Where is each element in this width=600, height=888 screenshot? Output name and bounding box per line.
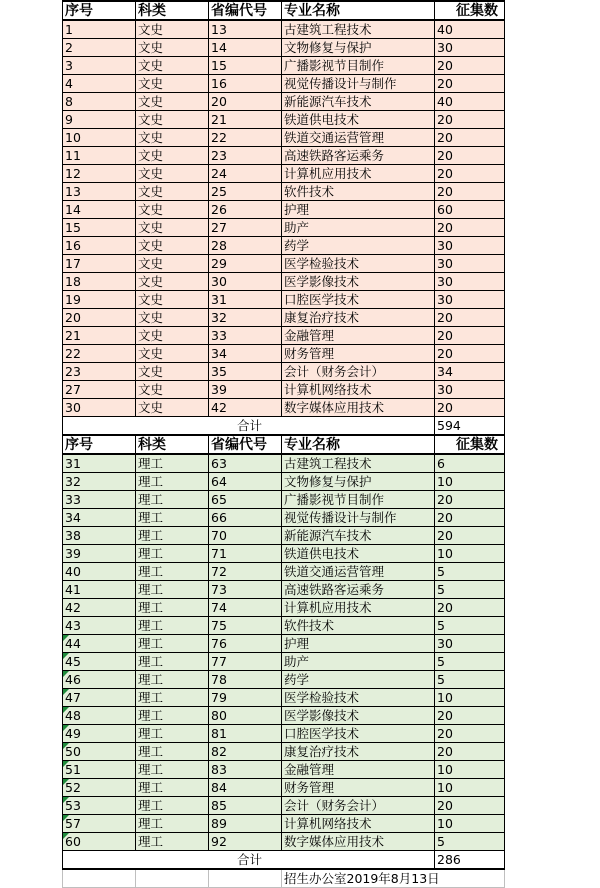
cell-category[interactable]: 文史	[136, 75, 209, 93]
cell-major[interactable]: 计算机网络技术	[282, 381, 435, 399]
cell-category[interactable]: 文史	[136, 20, 209, 39]
cell-major[interactable]: 计算机应用技术	[282, 165, 435, 183]
table-row	[63, 599, 505, 617]
cell-code[interactable]: 66	[209, 509, 282, 527]
cell-quota[interactable]: 20	[435, 57, 505, 75]
cell-seq[interactable]: 40	[63, 563, 136, 581]
cell-code[interactable]: 35	[209, 363, 282, 381]
cell-major[interactable]: 古建筑工程技术	[282, 454, 435, 473]
cell-quota[interactable]: 20	[435, 399, 505, 417]
cell-major[interactable]: 康复治疗技术	[282, 743, 435, 761]
cell-code[interactable]: 73	[209, 581, 282, 599]
cell-code[interactable]: 14	[209, 39, 282, 57]
table-row	[63, 20, 505, 39]
cell-code[interactable]: 65	[209, 491, 282, 509]
arts-header-row	[63, 1, 505, 20]
cell-major[interactable]: 口腔医学技术	[282, 725, 435, 743]
table-row	[63, 399, 505, 417]
cell-seq[interactable]: 4	[63, 75, 136, 93]
cell-category[interactable]: 理工	[136, 491, 209, 509]
table-row	[63, 563, 505, 581]
table-row	[63, 491, 505, 509]
cell-code[interactable]: 29	[209, 255, 282, 273]
cell-category[interactable]: 文史	[136, 237, 209, 255]
cell-code[interactable]: 23	[209, 147, 282, 165]
table-row	[63, 581, 505, 599]
cell-major[interactable]: 财务管理	[282, 779, 435, 797]
cell-major[interactable]: 数字媒体应用技术	[282, 833, 435, 851]
cell-category[interactable]: 文史	[136, 183, 209, 201]
footer-empty-cell[interactable]	[209, 869, 282, 888]
table-row	[63, 797, 505, 815]
cell-code[interactable]: 34	[209, 345, 282, 363]
cell-quota[interactable]: 20	[435, 147, 505, 165]
cell-seq[interactable]: 41	[63, 581, 136, 599]
table-row	[63, 779, 505, 797]
table-row	[63, 309, 505, 327]
cell-category[interactable]: 理工	[136, 635, 209, 653]
cell-code[interactable]: 92	[209, 833, 282, 851]
cell-code[interactable]: 24	[209, 165, 282, 183]
cell-seq[interactable]: 51	[63, 761, 136, 779]
cell-code[interactable]: 81	[209, 725, 282, 743]
sci-header-row	[63, 435, 505, 454]
cell-quota[interactable]: 5	[435, 563, 505, 581]
cell-seq[interactable]: 43	[63, 617, 136, 635]
cell-code[interactable]: 76	[209, 635, 282, 653]
cell-seq[interactable]: 15	[63, 219, 136, 237]
cell-code[interactable]: 72	[209, 563, 282, 581]
cell-category[interactable]: 文史	[136, 201, 209, 219]
cell-major[interactable]: 铁道交通运营管理	[282, 129, 435, 147]
cell-category[interactable]: 理工	[136, 454, 209, 473]
cell-category[interactable]: 文史	[136, 273, 209, 291]
cell-major[interactable]: 助产	[282, 219, 435, 237]
arts-total-value[interactable]: 594	[435, 417, 505, 436]
cell-major[interactable]: 广播影视节目制作	[282, 491, 435, 509]
sci-total-value[interactable]: 286	[435, 851, 505, 870]
cell-category[interactable]: 文史	[136, 309, 209, 327]
cell-major[interactable]: 文物修复与保护	[282, 39, 435, 57]
table-row	[63, 509, 505, 527]
cell-major[interactable]: 财务管理	[282, 345, 435, 363]
arts-section	[63, 1, 505, 417]
table-row	[63, 689, 505, 707]
table-row	[63, 201, 505, 219]
cell-category[interactable]: 理工	[136, 527, 209, 545]
cell-seq[interactable]: 49	[63, 725, 136, 743]
sci-total-row	[63, 851, 505, 870]
cell-quota[interactable]: 20	[435, 527, 505, 545]
cell-category[interactable]: 理工	[136, 743, 209, 761]
cell-major[interactable]: 计算机应用技术	[282, 599, 435, 617]
cell-major[interactable]: 数字媒体应用技术	[282, 399, 435, 417]
cell-category[interactable]: 理工	[136, 779, 209, 797]
cell-quota[interactable]: 10	[435, 815, 505, 833]
cell-code[interactable]: 89	[209, 815, 282, 833]
cell-quota[interactable]: 30	[435, 39, 505, 57]
cell-code[interactable]: 85	[209, 797, 282, 815]
table-row	[63, 815, 505, 833]
cell-category[interactable]: 文史	[136, 219, 209, 237]
cell-quota[interactable]: 5	[435, 617, 505, 635]
cell-major[interactable]: 医学检验技术	[282, 255, 435, 273]
cell-seq[interactable]: 42	[63, 599, 136, 617]
cell-code[interactable]: 30	[209, 273, 282, 291]
cell-quota[interactable]: 10	[435, 473, 505, 491]
cell-seq[interactable]: 12	[63, 165, 136, 183]
cell-code[interactable]: 33	[209, 327, 282, 345]
cell-quota[interactable]: 20	[435, 111, 505, 129]
cell-category[interactable]: 理工	[136, 545, 209, 563]
cell-major[interactable]: 软件技术	[282, 617, 435, 635]
cell-code[interactable]: 39	[209, 381, 282, 399]
table-row	[63, 381, 505, 399]
cell-code[interactable]: 74	[209, 599, 282, 617]
footer-office-date[interactable]: 招生办公室2019年8月13日	[282, 869, 505, 888]
header-seq[interactable]: 序号	[63, 435, 136, 454]
cell-category[interactable]: 文史	[136, 363, 209, 381]
cell-category[interactable]: 理工	[136, 581, 209, 599]
cell-category[interactable]: 理工	[136, 815, 209, 833]
enrollment-spreadsheet	[62, 0, 505, 888]
table-row	[63, 363, 505, 381]
cell-quota[interactable]: 20	[435, 129, 505, 147]
cell-seq[interactable]: 45	[63, 653, 136, 671]
cell-seq[interactable]: 10	[63, 129, 136, 147]
cell-seq[interactable]: 16	[63, 237, 136, 255]
cell-major[interactable]: 铁道交通运营管理	[282, 563, 435, 581]
cell-code[interactable]: 32	[209, 309, 282, 327]
cell-code[interactable]: 26	[209, 201, 282, 219]
cell-quota[interactable]: 20	[435, 327, 505, 345]
cell-category[interactable]: 理工	[136, 689, 209, 707]
cell-category[interactable]: 文史	[136, 57, 209, 75]
cell-major[interactable]: 会计（财务会计）	[282, 363, 435, 381]
table-row	[63, 129, 505, 147]
cell-seq[interactable]: 17	[63, 255, 136, 273]
sci-total-label[interactable]: 合计	[63, 851, 435, 870]
cell-code[interactable]: 82	[209, 743, 282, 761]
cell-code[interactable]: 63	[209, 454, 282, 473]
cell-major[interactable]: 护理	[282, 635, 435, 653]
cell-seq[interactable]: 31	[63, 454, 136, 473]
cell-code[interactable]: 79	[209, 689, 282, 707]
cell-quota[interactable]: 20	[435, 743, 505, 761]
arts-total-label[interactable]: 合计	[63, 417, 435, 436]
cell-seq[interactable]: 3	[63, 57, 136, 75]
cell-major[interactable]: 新能源汽车技术	[282, 93, 435, 111]
cell-code[interactable]: 75	[209, 617, 282, 635]
cell-major[interactable]: 金融管理	[282, 327, 435, 345]
table-row	[63, 165, 505, 183]
cell-category[interactable]: 理工	[136, 617, 209, 635]
table-row	[63, 545, 505, 563]
header-code[interactable]: 省编代号	[209, 1, 282, 20]
cell-category[interactable]: 文史	[136, 165, 209, 183]
cell-quota[interactable]: 20	[435, 345, 505, 363]
cell-category[interactable]: 文史	[136, 129, 209, 147]
cell-major[interactable]: 古建筑工程技术	[282, 20, 435, 39]
cell-quota[interactable]: 30	[435, 237, 505, 255]
cell-code[interactable]: 84	[209, 779, 282, 797]
cell-seq[interactable]: 20	[63, 309, 136, 327]
cell-code[interactable]: 80	[209, 707, 282, 725]
cell-category[interactable]: 理工	[136, 761, 209, 779]
table-row	[63, 761, 505, 779]
header-code[interactable]: 省编代号	[209, 435, 282, 454]
cell-code[interactable]: 22	[209, 129, 282, 147]
cell-category[interactable]: 理工	[136, 509, 209, 527]
cell-quota[interactable]: 20	[435, 165, 505, 183]
cell-seq[interactable]: 27	[63, 381, 136, 399]
cell-code[interactable]: 21	[209, 111, 282, 129]
cell-major[interactable]: 软件技术	[282, 183, 435, 201]
cell-seq[interactable]: 48	[63, 707, 136, 725]
cell-quota[interactable]: 30	[435, 255, 505, 273]
table-row	[63, 473, 505, 491]
table-row	[63, 617, 505, 635]
cell-code[interactable]: 31	[209, 291, 282, 309]
cell-major[interactable]: 医学影像技术	[282, 273, 435, 291]
cell-quota[interactable]: 60	[435, 201, 505, 219]
table-row	[63, 147, 505, 165]
cell-seq[interactable]: 2	[63, 39, 136, 57]
cell-quota[interactable]: 5	[435, 581, 505, 599]
cell-category[interactable]: 理工	[136, 671, 209, 689]
cell-category[interactable]: 文史	[136, 345, 209, 363]
cell-category[interactable]: 理工	[136, 653, 209, 671]
cell-code[interactable]: 71	[209, 545, 282, 563]
header-major[interactable]: 专业名称	[282, 1, 435, 20]
table-row	[63, 75, 505, 93]
cell-seq[interactable]: 13	[63, 183, 136, 201]
cell-major[interactable]: 药学	[282, 237, 435, 255]
cell-seq[interactable]: 38	[63, 527, 136, 545]
cell-code[interactable]: 42	[209, 399, 282, 417]
cell-major[interactable]: 口腔医学技术	[282, 291, 435, 309]
table-row	[63, 653, 505, 671]
cell-code[interactable]: 16	[209, 75, 282, 93]
cell-major[interactable]: 高速铁路客运乘务	[282, 581, 435, 599]
cell-code[interactable]: 77	[209, 653, 282, 671]
cell-code[interactable]: 70	[209, 527, 282, 545]
cell-quota[interactable]: 20	[435, 75, 505, 93]
cell-seq[interactable]: 1	[63, 20, 136, 39]
cell-code[interactable]: 83	[209, 761, 282, 779]
cell-major[interactable]: 助产	[282, 653, 435, 671]
cell-seq[interactable]: 21	[63, 327, 136, 345]
table-row	[63, 345, 505, 363]
table-row	[63, 273, 505, 291]
cell-seq[interactable]: 50	[63, 743, 136, 761]
cell-category[interactable]: 理工	[136, 707, 209, 725]
cell-major[interactable]: 文物修复与保护	[282, 473, 435, 491]
cell-quota[interactable]: 5	[435, 653, 505, 671]
cell-major[interactable]: 铁道供电技术	[282, 111, 435, 129]
cell-quota[interactable]: 30	[435, 381, 505, 399]
table-row	[63, 743, 505, 761]
sci-total-section	[63, 851, 505, 870]
cell-code[interactable]: 78	[209, 671, 282, 689]
cell-major[interactable]: 护理	[282, 201, 435, 219]
cell-major[interactable]: 高速铁路客运乘务	[282, 147, 435, 165]
cell-seq[interactable]: 44	[63, 635, 136, 653]
cell-major[interactable]: 金融管理	[282, 761, 435, 779]
footer-row	[63, 869, 505, 888]
cell-category[interactable]: 理工	[136, 833, 209, 851]
cell-seq[interactable]: 8	[63, 93, 136, 111]
cell-category[interactable]: 文史	[136, 111, 209, 129]
table-row	[63, 183, 505, 201]
cell-quota[interactable]: 40	[435, 93, 505, 111]
cell-seq[interactable]: 32	[63, 473, 136, 491]
cell-major[interactable]: 康复治疗技术	[282, 309, 435, 327]
cell-code[interactable]: 13	[209, 20, 282, 39]
cell-quota[interactable]: 10	[435, 761, 505, 779]
cell-quota[interactable]: 30	[435, 635, 505, 653]
cell-major[interactable]: 医学检验技术	[282, 689, 435, 707]
cell-category[interactable]: 文史	[136, 381, 209, 399]
cell-seq[interactable]: 11	[63, 147, 136, 165]
table-row	[63, 707, 505, 725]
cell-category[interactable]: 理工	[136, 473, 209, 491]
cell-category[interactable]: 文史	[136, 399, 209, 417]
cell-major[interactable]: 广播影视节目制作	[282, 57, 435, 75]
cell-seq[interactable]: 19	[63, 291, 136, 309]
cell-seq[interactable]: 18	[63, 273, 136, 291]
cell-code[interactable]: 27	[209, 219, 282, 237]
table-row	[63, 527, 505, 545]
cell-major[interactable]: 医学影像技术	[282, 707, 435, 725]
table-row	[63, 255, 505, 273]
cell-quota[interactable]: 30	[435, 291, 505, 309]
sci-section	[63, 435, 505, 851]
cell-seq[interactable]: 57	[63, 815, 136, 833]
cell-quota[interactable]: 20	[435, 509, 505, 527]
header-category[interactable]: 科类	[136, 435, 209, 454]
arts-total-row	[63, 417, 505, 436]
cell-quota[interactable]: 20	[435, 599, 505, 617]
cell-quota[interactable]: 5	[435, 833, 505, 851]
cell-major[interactable]: 铁道供电技术	[282, 545, 435, 563]
table-row	[63, 671, 505, 689]
cell-quota[interactable]: 20	[435, 309, 505, 327]
cell-quota[interactable]: 40	[435, 20, 505, 39]
table-row	[63, 39, 505, 57]
table-row	[63, 725, 505, 743]
cell-seq[interactable]: 22	[63, 345, 136, 363]
cell-seq[interactable]: 53	[63, 797, 136, 815]
cell-code[interactable]: 25	[209, 183, 282, 201]
table-row	[63, 93, 505, 111]
cell-quota[interactable]: 20	[435, 183, 505, 201]
cell-major[interactable]: 视觉传播设计与制作	[282, 75, 435, 93]
cell-seq[interactable]: 34	[63, 509, 136, 527]
cell-category[interactable]: 理工	[136, 797, 209, 815]
header-quota[interactable]: 征集数	[435, 435, 505, 454]
cell-seq[interactable]: 47	[63, 689, 136, 707]
cell-quota[interactable]: 34	[435, 363, 505, 381]
table-row	[63, 327, 505, 345]
table-row	[63, 219, 505, 237]
footer-empty-cell[interactable]	[136, 869, 209, 888]
cell-category[interactable]: 理工	[136, 725, 209, 743]
cell-category[interactable]: 文史	[136, 255, 209, 273]
arts-total-section	[63, 417, 505, 436]
cell-category[interactable]: 文史	[136, 93, 209, 111]
cell-quota[interactable]: 10	[435, 689, 505, 707]
cell-code[interactable]: 20	[209, 93, 282, 111]
cell-category[interactable]: 文史	[136, 39, 209, 57]
cell-quota[interactable]: 5	[435, 671, 505, 689]
table-row	[63, 291, 505, 309]
table-row	[63, 237, 505, 255]
cell-code[interactable]: 15	[209, 57, 282, 75]
cell-major[interactable]: 药学	[282, 671, 435, 689]
header-major[interactable]: 专业名称	[282, 435, 435, 454]
table-row	[63, 57, 505, 75]
header-seq[interactable]: 序号	[63, 1, 136, 20]
cell-major[interactable]: 视觉传播设计与制作	[282, 509, 435, 527]
cell-quota[interactable]: 20	[435, 219, 505, 237]
cell-seq[interactable]: 60	[63, 833, 136, 851]
cell-quota[interactable]: 20	[435, 725, 505, 743]
cell-quota[interactable]: 6	[435, 454, 505, 473]
cell-quota[interactable]: 20	[435, 707, 505, 725]
cell-major[interactable]: 会计（财务会计）	[282, 797, 435, 815]
cell-seq[interactable]: 23	[63, 363, 136, 381]
cell-seq[interactable]: 30	[63, 399, 136, 417]
cell-code[interactable]: 28	[209, 237, 282, 255]
cell-quota[interactable]: 20	[435, 491, 505, 509]
table-row	[63, 833, 505, 851]
footer-empty-cell[interactable]	[63, 869, 136, 888]
header-quota[interactable]: 征集数	[435, 1, 505, 20]
cell-seq[interactable]: 33	[63, 491, 136, 509]
cell-category[interactable]: 理工	[136, 599, 209, 617]
cell-seq[interactable]: 39	[63, 545, 136, 563]
table-row	[63, 454, 505, 473]
cell-major[interactable]: 新能源汽车技术	[282, 527, 435, 545]
cell-category[interactable]: 文史	[136, 291, 209, 309]
cell-seq[interactable]: 9	[63, 111, 136, 129]
header-category[interactable]: 科类	[136, 1, 209, 20]
cell-seq[interactable]: 52	[63, 779, 136, 797]
cell-category[interactable]: 文史	[136, 147, 209, 165]
cell-category[interactable]: 理工	[136, 563, 209, 581]
cell-seq[interactable]: 46	[63, 671, 136, 689]
cell-quota[interactable]: 30	[435, 273, 505, 291]
footer-section	[63, 869, 505, 888]
table-row	[63, 111, 505, 129]
cell-quota[interactable]: 10	[435, 779, 505, 797]
cell-seq[interactable]: 14	[63, 201, 136, 219]
cell-code[interactable]: 64	[209, 473, 282, 491]
cell-category[interactable]: 文史	[136, 327, 209, 345]
table-row	[63, 635, 505, 653]
cell-major[interactable]: 计算机网络技术	[282, 815, 435, 833]
cell-quota[interactable]: 20	[435, 797, 505, 815]
cell-quota[interactable]: 10	[435, 545, 505, 563]
